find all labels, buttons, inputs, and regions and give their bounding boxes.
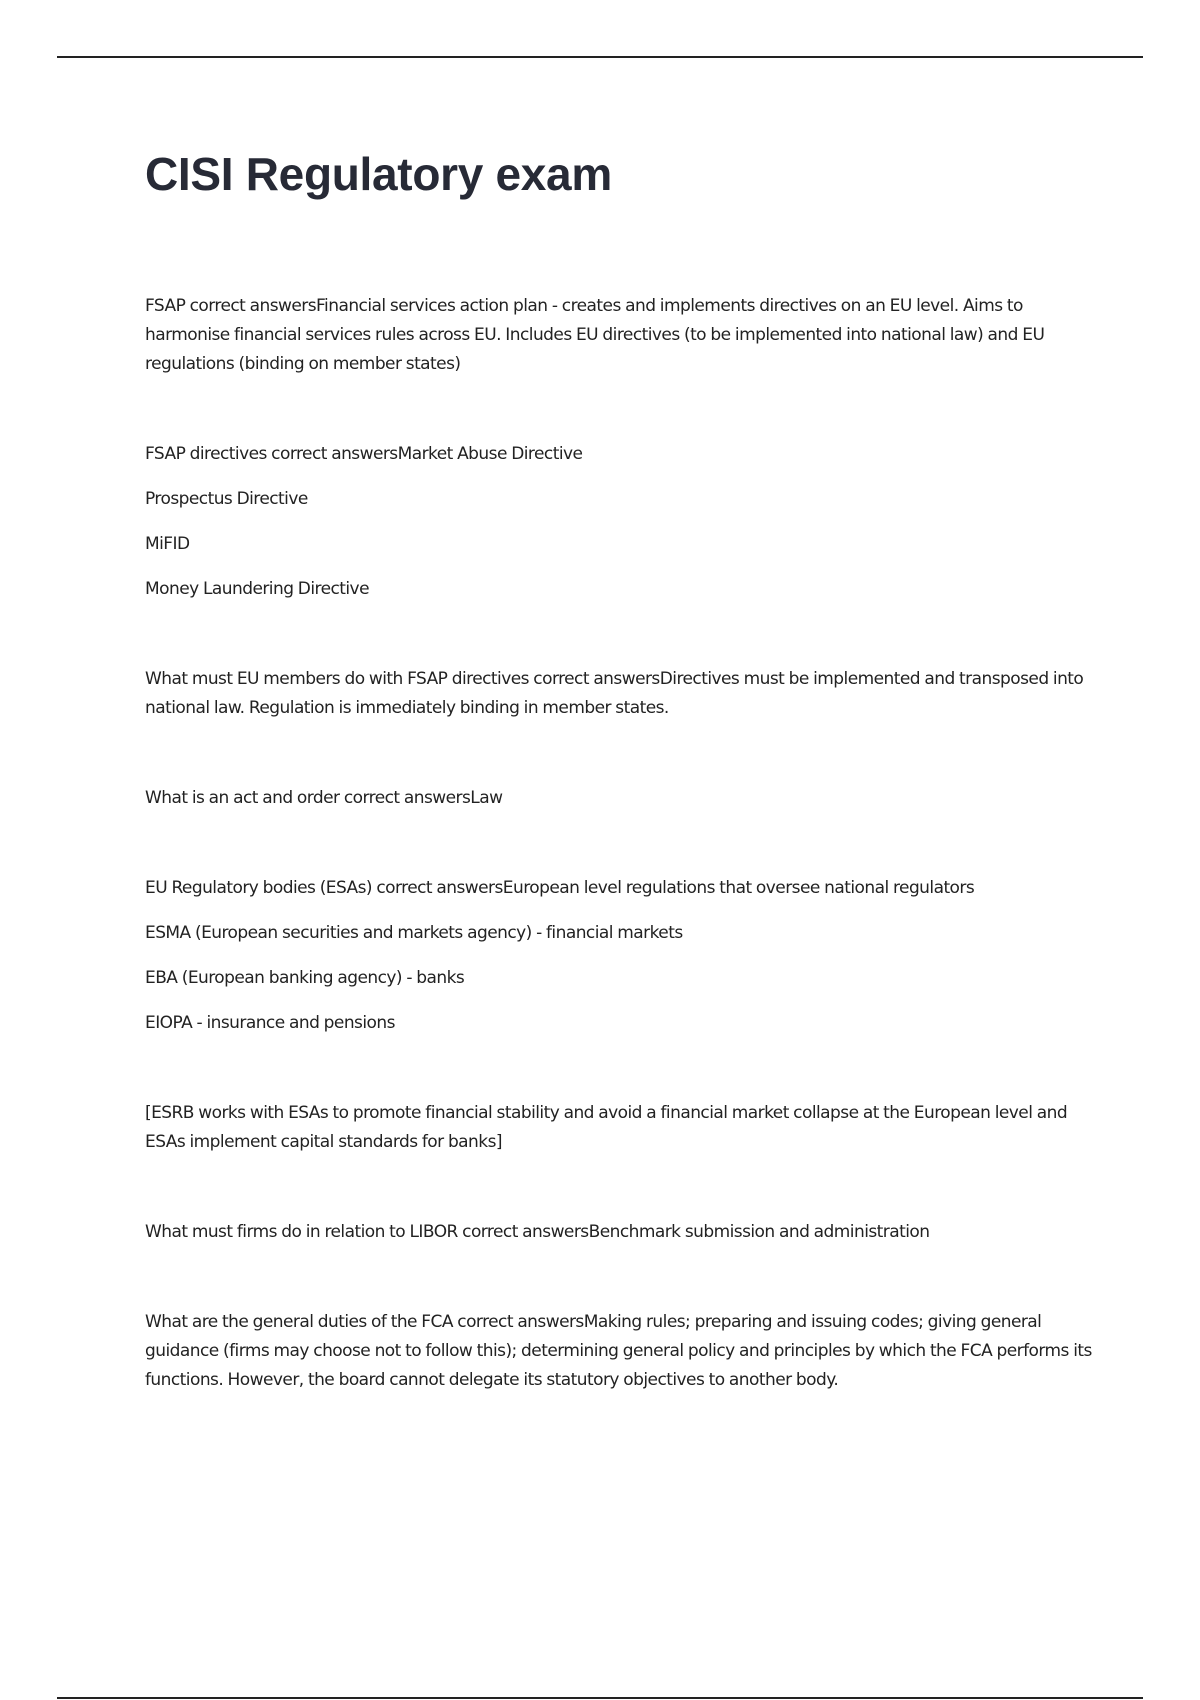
entry-sub-item: EIOPA - insurance and pensions xyxy=(145,1013,395,1033)
header-rule xyxy=(57,56,1143,58)
document-title: CISI Regulatory exam xyxy=(145,148,612,200)
entry-sub-item: EBA (European banking agency) - banks xyxy=(145,968,465,988)
entry-sub-item: Prospectus Directive xyxy=(145,489,308,509)
entry-text: What is an act and order correct answersLaw xyxy=(145,788,503,808)
entry-text: What must EU members do with FSAP directives correct answersDirectives must be implemented and transposed into national law. Regulation is immediately binding in member states. xyxy=(145,669,1084,718)
entry-fca-duties xyxy=(145,1308,1095,1395)
footer-rule xyxy=(57,1697,1143,1699)
entry-eu-members xyxy=(145,665,1095,723)
entry-libor xyxy=(145,1218,1095,1247)
entry-fsap-directives xyxy=(145,440,1095,604)
entry-text: FSAP directives correct answersMarket Abuse Directive xyxy=(145,444,583,464)
entry-act-and-order xyxy=(145,784,1095,813)
entry-text: EU Regulatory bodies (ESAs) correct answersEuropean level regulations that oversee national regulators xyxy=(145,878,975,898)
entry-text: What must firms do in relation to LIBOR correct answersBenchmark submission and administration xyxy=(145,1222,930,1242)
entry-esrb xyxy=(145,1099,1095,1157)
entry-text: What are the general duties of the FCA correct answersMaking rules; preparing and issuing codes; giving general guidance (firms may choose not to follow this); determining general policy and principles by which the FCA performs its functions. However, the board cannot delegate its statutory objectives to another body. xyxy=(145,1312,1092,1390)
entry-fsap xyxy=(145,292,1095,379)
entry-sub-item: MiFID xyxy=(145,534,190,554)
entry-text: FSAP correct answersFinancial services action plan - creates and implements directives on an EU level. Aims to harmonise financial services rules across EU. Includes EU directives (to be implemented into national law) and EU regulations (binding on member states) xyxy=(145,296,1045,374)
entry-text: [ESRB works with ESAs to promote financial stability and avoid a financial market collapse at the European level and ESAs implement capital standards for banks] xyxy=(145,1103,1068,1152)
entry-esas xyxy=(145,874,1095,1038)
entry-sub-item: ESMA (European securities and markets agency) - financial markets xyxy=(145,923,683,943)
entry-sub-item: Money Laundering Directive xyxy=(145,579,369,599)
document-body xyxy=(145,292,1095,1395)
